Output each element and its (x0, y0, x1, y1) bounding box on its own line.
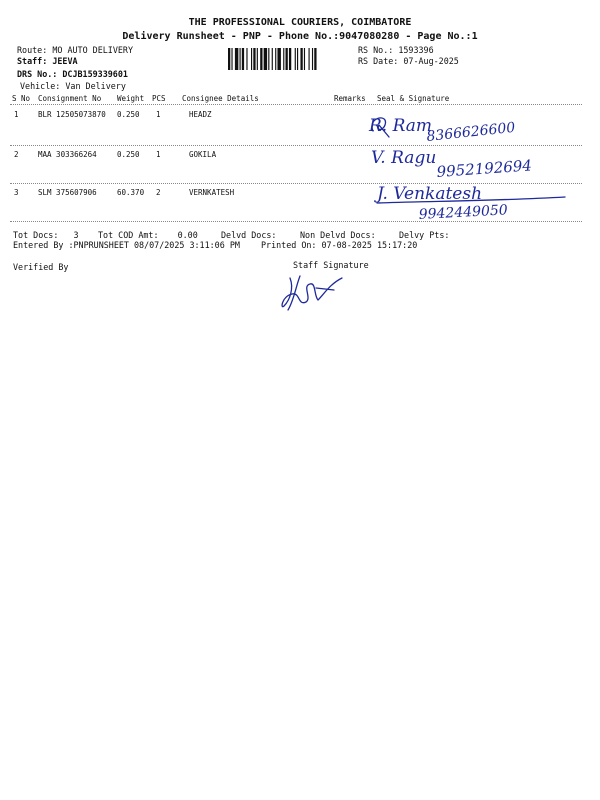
printed-on: Printed On: 07-08-2025 15:17:20 (261, 240, 418, 250)
row1-handwriting (368, 116, 516, 145)
barcode-bar (295, 48, 296, 70)
staff-line (17, 56, 78, 66)
row2-receiver-name: V. Ragu (371, 148, 437, 168)
barcode-bar (242, 48, 244, 70)
row1-sno: 1 (14, 110, 19, 119)
tot-cod-label: Tot COD Amt: (98, 230, 159, 240)
row3-consignment: SLM 375607906 (38, 188, 97, 197)
row2-consignment: MAA 303366264 (38, 150, 97, 159)
col-consignee: Consignee Details (182, 94, 259, 103)
delvy-pts-label: Delvy Pts: (399, 230, 450, 240)
barcode-bar (283, 48, 284, 70)
tot-docs-label: Tot Docs: (13, 230, 59, 240)
row3-handwriting (374, 184, 565, 223)
staff-signature-stroke (282, 276, 342, 310)
row2-consignee: GOKILA (189, 150, 217, 159)
row2-sno: 2 (14, 150, 19, 159)
barcode-bar (314, 48, 316, 70)
row1-pcs: 1 (156, 110, 161, 119)
route-line (17, 45, 133, 55)
tot-docs (13, 230, 78, 240)
runsheet-subtitle: Delivery Runsheet - PNP - Phone No.:9047080280 - Page No.:1 (122, 31, 478, 42)
row1-consignee: HEADZ (189, 110, 212, 119)
col-seal-signature: Seal & Signature (377, 94, 450, 103)
company-title: THE PROFESSIONAL COURIERS, COIMBATORE (188, 17, 412, 28)
rs-date-value: 07-Aug-2025 (403, 56, 459, 66)
barcode-bar (304, 48, 305, 70)
barcode-bar (264, 48, 267, 70)
barcode-bar (240, 48, 241, 70)
row1-weight: 0.250 (117, 110, 140, 119)
barcode-bar (277, 48, 280, 70)
barcode (228, 48, 353, 70)
rs-no-value: 1593396 (398, 45, 434, 55)
barcode-bar (297, 48, 298, 70)
barcode-bar (235, 48, 238, 70)
barcode-bar (275, 48, 276, 70)
barcode-bar (228, 48, 230, 70)
vehicle-line (20, 81, 126, 91)
row2-handwriting (371, 148, 532, 181)
row3-pcs: 2 (156, 188, 161, 197)
row3-receiver-name: J. Venkatesh (377, 184, 483, 204)
row1-receiver-phone: 8366626600 (425, 119, 517, 145)
row1-receiver-name: R. Ram (369, 116, 433, 136)
barcode-bar (289, 48, 291, 70)
barcode-bar (268, 48, 269, 70)
row3-weight: 60.370 (117, 188, 145, 197)
barcode-bar (253, 48, 255, 70)
col-weight: Weight (117, 94, 145, 103)
barcode-bar (251, 48, 252, 70)
barcode-bar (312, 48, 313, 70)
col-remarks: Remarks (334, 94, 366, 103)
staff-value: JEEVA (52, 56, 78, 66)
staff-signature-label: Staff Signature (293, 260, 369, 270)
route-label: Route: (17, 45, 48, 55)
barcode-bar (260, 48, 262, 70)
verified-by-label: Verified By (13, 262, 69, 272)
barcode-bar (286, 48, 288, 70)
handwritten-signatures (355, 105, 585, 230)
route-value: MO AUTO DELIVERY (52, 45, 133, 55)
row3-receiver-phone: 9942449050 (418, 202, 509, 223)
col-sno: S No (12, 94, 31, 103)
row3-sno: 3 (14, 188, 19, 197)
barcode-bar (257, 48, 258, 70)
row2-weight: 0.250 (117, 150, 140, 159)
delvd-docs-label: Delvd Docs: (221, 230, 277, 240)
row3-consignee: VERNKATESH (189, 188, 235, 197)
barcode-bar (272, 48, 273, 70)
staff-signature-scribble (272, 266, 352, 316)
drs-value: DCJB159339601 (62, 69, 128, 79)
row2-pcs: 1 (156, 150, 161, 159)
col-pcs: PCS (152, 94, 166, 103)
barcode-bar (309, 48, 310, 70)
barcode-bar (300, 48, 302, 70)
non-delvd-docs-label: Non Delvd Docs: (300, 230, 376, 240)
rs-no-line (358, 45, 434, 55)
barcode-bar (246, 48, 247, 70)
rs-date-label: RS Date: (358, 56, 399, 66)
rs-date-line (358, 56, 459, 66)
tot-cod-value: 0.00 (177, 230, 198, 240)
drs-line (17, 69, 128, 79)
row2-receiver-phone: 9952192694 (436, 156, 533, 181)
rs-no-label: RS No.: (358, 45, 394, 55)
tot-cod (98, 230, 198, 240)
entered-by: Entered By :PNPRUNSHEET 08/07/2025 3:11:06 PM (13, 240, 240, 250)
row1-consignment: BLR 12505073870 (38, 110, 106, 119)
tot-docs-value: 3 (73, 230, 79, 240)
staff-label: Staff: (17, 56, 48, 66)
vehicle-value: Van Delivery (65, 81, 126, 91)
col-consignment: Consignment No (38, 94, 102, 103)
vehicle-label: Vehicle: (20, 81, 61, 91)
drs-label: DRS No.: (17, 69, 58, 79)
barcode-bar (231, 48, 232, 70)
